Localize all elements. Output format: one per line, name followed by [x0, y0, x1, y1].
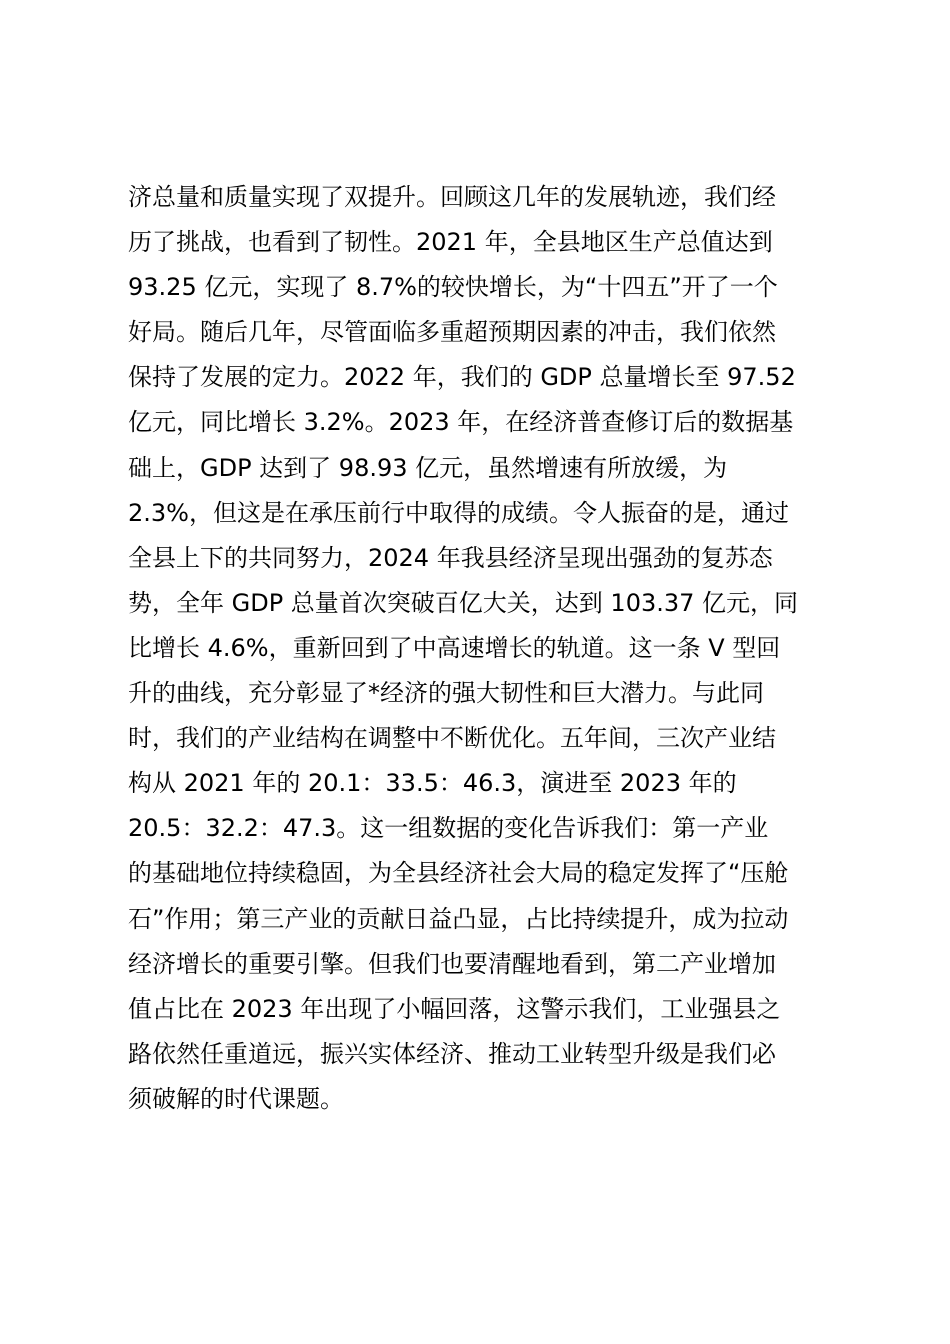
paragraph-line: 93.25 亿元，实现了 8.7%的较快增长，为“十四五”开了一个 — [128, 273, 778, 302]
paragraph-line: 须破解的时代课题。 — [128, 1084, 344, 1113]
paragraph-line: 的基础地位持续稳固，为全县经济社会大局的稳定发挥了“压舱 — [128, 859, 789, 888]
paragraph-line: 2.3%，但这是在承压前行中取得的成绩。令人振奋的是，通过 — [128, 498, 789, 527]
paragraph-line: 保持了发展的定力。2022 年，我们的 GDP 总量增长至 97.52 — [128, 363, 796, 392]
paragraph-line: 时，我们的产业结构在调整中不断优化。五年间，三次产业结 — [128, 724, 776, 753]
paragraph-line: 升的曲线，充分彰显了*经济的强大韧性和巨大潜力。与此同 — [128, 679, 764, 708]
paragraph-line: 亿元，同比增长 3.2%。2023 年，在经济普查修订后的数据基 — [128, 408, 794, 437]
paragraph-line: 构从 2021 年的 20.1：33.5：46.3，演进至 2023 年的 — [128, 769, 737, 798]
paragraph-line: 路依然任重道远，振兴实体经济、推动工业转型升级是我们必 — [128, 1039, 776, 1068]
paragraph-line: 经济增长的重要引擎。但我们也要清醒地看到，第二产业增加 — [128, 949, 776, 978]
paragraph-line: 比增长 4.6%，重新回到了中高速增长的轨道。这一条 V 型回 — [128, 633, 781, 662]
paragraph-line: 历了挑战，也看到了韧性。2021 年，全县地区生产总值达到 — [128, 228, 773, 257]
paragraph-line: 20.5：32.2：47.3。这一组数据的变化告诉我们：第一产业 — [128, 814, 769, 843]
paragraph-line: 础上，GDP 达到了 98.93 亿元，虽然增速有所放缓，为 — [128, 453, 728, 482]
paragraph-line: 全县上下的共同努力，2024 年我县经济呈现出强劲的复苏态 — [128, 543, 773, 572]
paragraph-line: 势，全年 GDP 总量首次突破百亿大关，达到 103.37 亿元，同 — [128, 588, 799, 617]
paragraph-line: 济总量和质量实现了双提升。回顾这几年的发展轨迹，我们经 — [128, 183, 776, 211]
body-paragraph — [128, 175, 838, 1122]
paragraph-line: 值占比在 2023 年出现了小幅回落，这警示我们，工业强县之 — [128, 994, 781, 1023]
paragraph-line: 好局。随后几年，尽管面临多重超预期因素的冲击，我们依然 — [128, 318, 776, 347]
paragraph-line: 石”作用；第三产业的贡献日益凸显，占比持续提升，成为拉动 — [128, 904, 789, 933]
